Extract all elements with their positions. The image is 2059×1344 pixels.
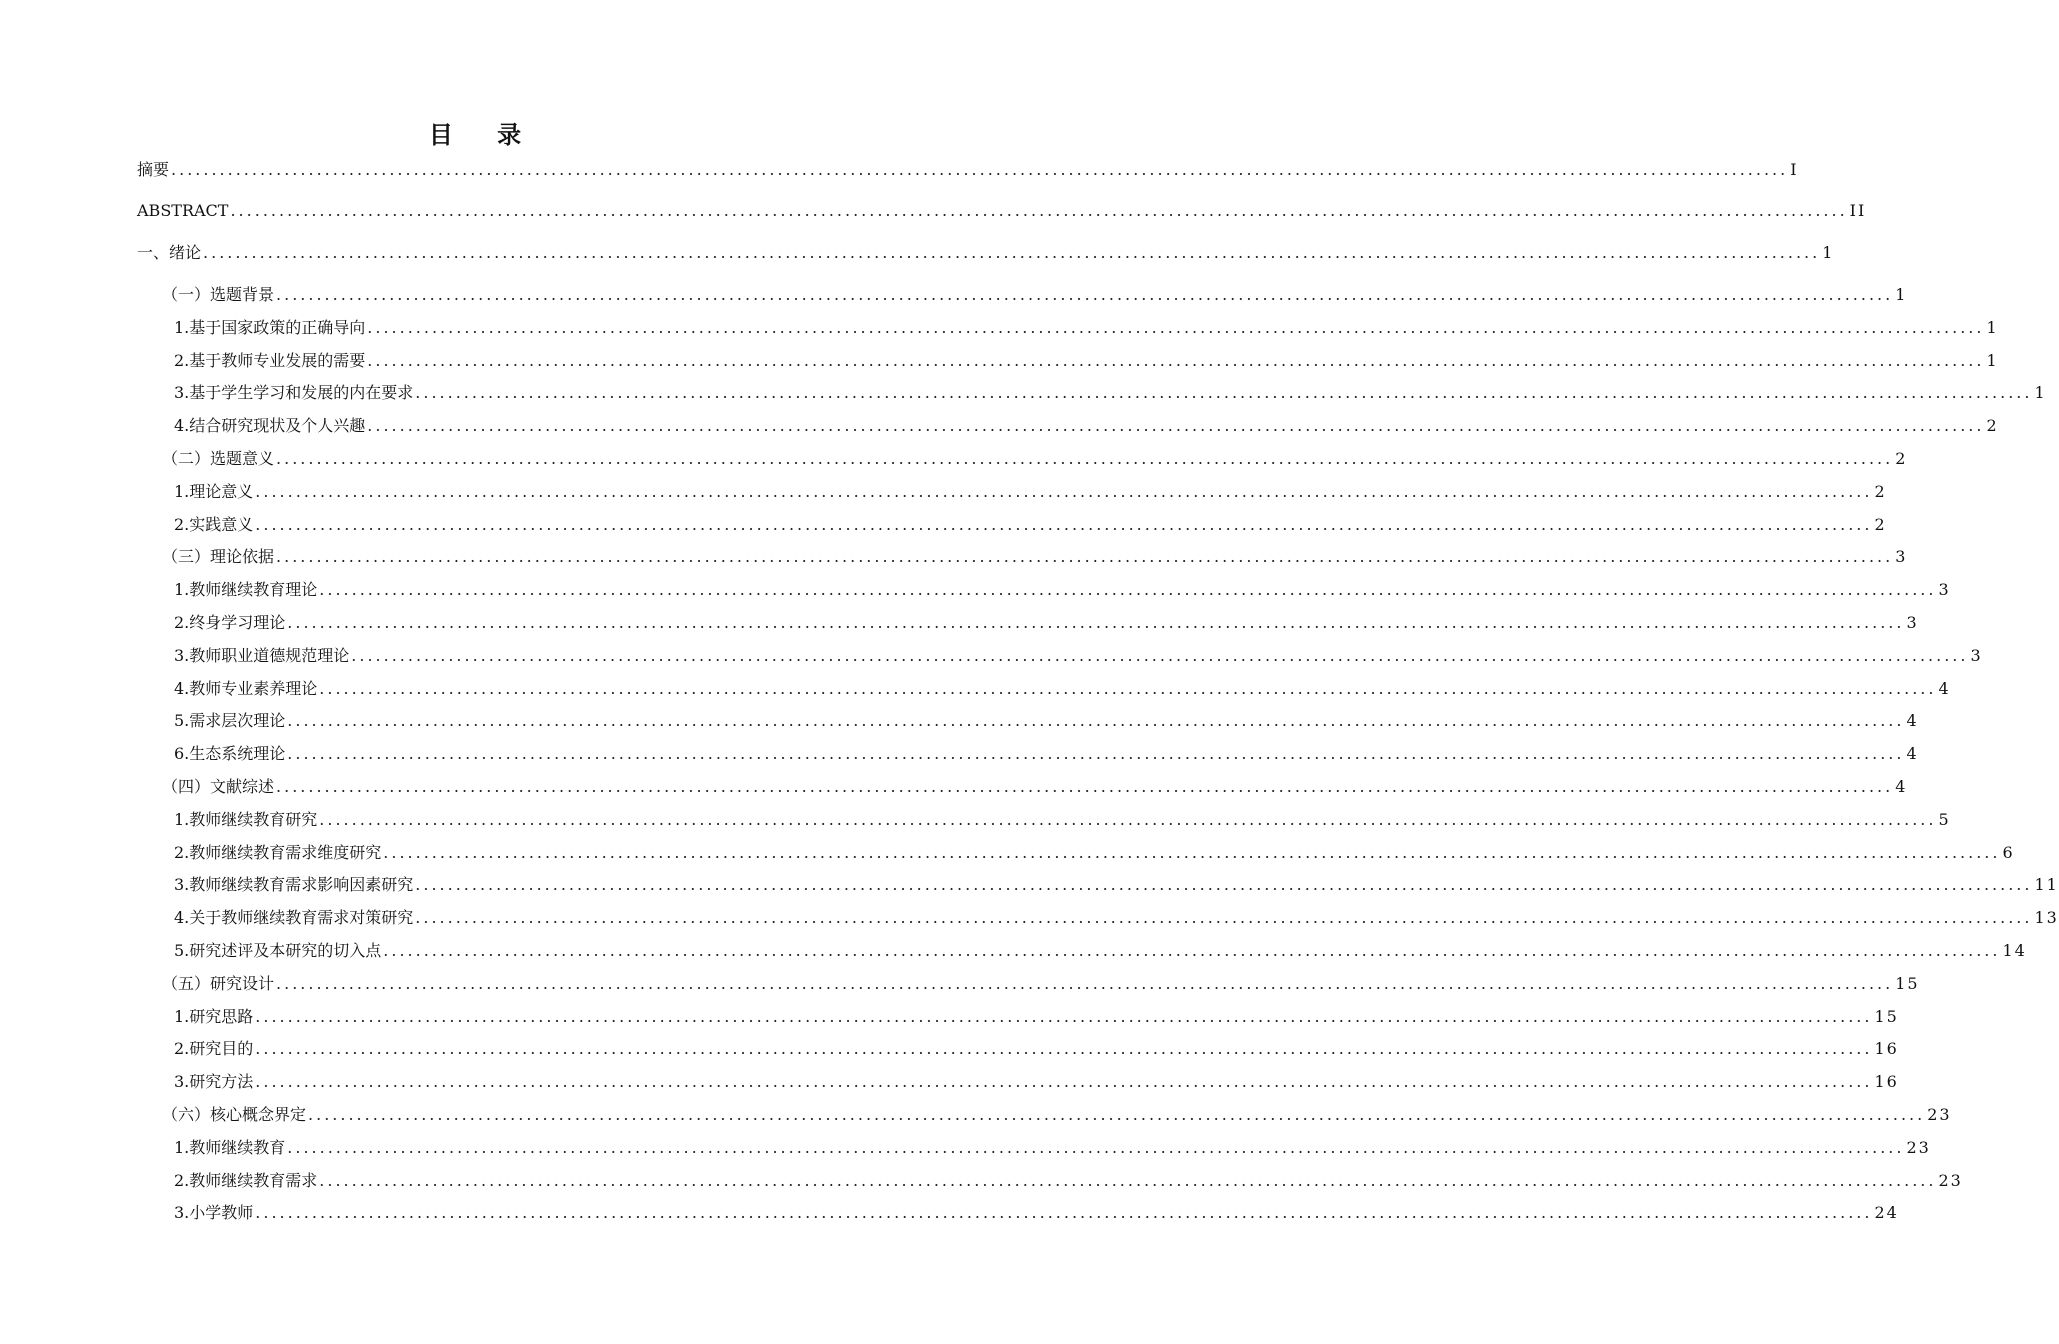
toc-dot-leader: ........................................................................................................................................................................................................: [255, 482, 1873, 501]
toc-entry[interactable]: [174, 1202, 1899, 1224]
toc-entry-page-number: 16: [1874, 1072, 1899, 1091]
toc-entry-page-number: 15: [1895, 974, 1920, 993]
toc-dot-leader: ........................................................................................................................................................................................................: [171, 160, 1789, 179]
toc-dot-leader: ........................................................................................................................................................................................................: [287, 613, 1905, 632]
toc-dot-leader: ........................................................................................................................................................................................................: [319, 580, 1937, 599]
toc-dot-leader: ........................................................................................................................................................................................................: [255, 1203, 1873, 1222]
toc-dot-leader: ........................................................................................................................................................................................................: [319, 679, 1937, 698]
toc-dot-leader: ........................................................................................................................................................................................................: [255, 1072, 1873, 1091]
toc-entry-label: （一）选题背景: [162, 285, 275, 304]
toc-entry-page-number: 16: [1874, 1039, 1899, 1058]
toc-entry-label: （五）研究设计: [162, 974, 275, 993]
page-title: 目 录: [428, 121, 540, 149]
toc-entry-page-number: 23: [1938, 1171, 1963, 1190]
toc-entry-label: 2.基于教师专业发展的需要: [174, 351, 366, 370]
toc-entry-label: 2.教师继续教育需求维度研究: [174, 843, 382, 862]
toc-dot-leader: ........................................................................................................................................................................................................: [367, 351, 1985, 370]
toc-entry-page-number: 1: [2034, 383, 2047, 402]
toc-dot-leader: ........................................................................................................................................................................................................: [367, 318, 1985, 337]
toc-entry-page-number: 13: [2034, 908, 2059, 927]
toc-entry-page-number: 11: [2034, 875, 2059, 894]
toc-entry[interactable]: [174, 710, 1919, 732]
toc-dot-leader: ........................................................................................................................................................................................................: [287, 1138, 1905, 1157]
toc-entry-label: 4.教师专业素养理论: [174, 679, 318, 698]
toc-entry-page-number: 14: [2002, 941, 2027, 960]
toc-entry-page-number: 4: [1938, 679, 1951, 698]
toc-entry-page-number: 2: [1895, 449, 1908, 468]
toc-entry-label: 2.实践意义: [174, 515, 254, 534]
toc-entry[interactable]: [162, 546, 1908, 568]
toc-dot-leader: ........................................................................................................................................................................................................: [203, 243, 1821, 262]
toc-dot-leader: ........................................................................................................................................................................................................: [383, 843, 2001, 862]
toc-entry[interactable]: [174, 940, 2027, 962]
toc-entry-page-number: 23: [1906, 1138, 1931, 1157]
toc-entry[interactable]: [162, 776, 1908, 798]
toc-dot-leader: ........................................................................................................................................................................................................: [255, 1007, 1873, 1026]
toc-dot-leader: ........................................................................................................................................................................................................: [308, 1105, 1926, 1124]
toc-entry[interactable]: [162, 284, 1908, 306]
toc-entry[interactable]: [174, 1170, 1963, 1192]
toc-dot-leader: ........................................................................................................................................................................................................: [276, 777, 1894, 796]
toc-entry[interactable]: [174, 874, 2059, 896]
toc-dot-leader: ........................................................................................................................................................................................................: [230, 201, 1848, 220]
toc-entry-page-number: 23: [1927, 1105, 1952, 1124]
toc-entry-page-number: 6: [2002, 843, 2015, 862]
toc-entry[interactable]: [174, 514, 1887, 536]
toc-entry[interactable]: [174, 645, 1983, 667]
toc-entry-page-number: 24: [1874, 1203, 1899, 1222]
toc-entry[interactable]: [162, 1104, 1952, 1126]
toc-entry[interactable]: [174, 678, 1951, 700]
toc-dot-leader: ........................................................................................................................................................................................................: [255, 1039, 1873, 1058]
toc-entry-page-number: 3: [1970, 646, 1983, 665]
toc-dot-leader: ........................................................................................................................................................................................................: [276, 974, 1894, 993]
toc-entry[interactable]: [174, 907, 2059, 929]
toc-entry-page-number: 1: [1986, 351, 1999, 370]
toc-entry-page-number: 4: [1895, 777, 1908, 796]
toc-entry[interactable]: [174, 382, 2047, 404]
toc-dot-leader: ........................................................................................................................................................................................................: [276, 547, 1894, 566]
toc-entry[interactable]: [174, 842, 2015, 864]
toc-entry[interactable]: [174, 1071, 1899, 1093]
toc-entry[interactable]: [174, 743, 1919, 765]
toc-entry[interactable]: [137, 159, 1799, 181]
toc-dot-leader: ........................................................................................................................................................................................................: [276, 449, 1894, 468]
toc-dot-leader: ........................................................................................................................................................................................................: [319, 1171, 1937, 1190]
toc-entry-page-number: 1: [1822, 243, 1835, 262]
toc-entry-page-number: 4: [1906, 744, 1919, 763]
toc-entry-page-number: 2: [1874, 515, 1887, 534]
toc-dot-leader: ........................................................................................................................................................................................................: [287, 744, 1905, 763]
toc-entry-label: （六）核心概念界定: [162, 1105, 307, 1124]
toc-entry[interactable]: [174, 809, 1951, 831]
toc-dot-leader: ........................................................................................................................................................................................................: [415, 383, 2033, 402]
toc-entry[interactable]: [137, 242, 1835, 264]
toc-entry-page-number: 1: [1895, 285, 1908, 304]
toc-entry-label: 2.终身学习理论: [174, 613, 286, 632]
toc-entry[interactable]: [174, 579, 1951, 601]
toc-entry-label: 5.需求层次理论: [174, 711, 286, 730]
toc-entry-label: 1.教师继续教育: [174, 1138, 286, 1157]
toc-dot-leader: ........................................................................................................................................................................................................: [383, 941, 2001, 960]
toc-entry-page-number: 3: [1938, 580, 1951, 599]
toc-entry[interactable]: [174, 481, 1887, 503]
toc-entry-page-number: II: [1849, 201, 1867, 220]
toc-dot-leader: ........................................................................................................................................................................................................: [319, 810, 1937, 829]
toc-entry-label: 3.教师继续教育需求影响因素研究: [174, 875, 414, 894]
toc-entry-label: （四）文献综述: [162, 777, 275, 796]
toc-entry-label: 2.研究目的: [174, 1039, 254, 1058]
toc-entry[interactable]: [174, 1137, 1931, 1159]
toc-entry-label: （三）理论依据: [162, 547, 275, 566]
toc-entry[interactable]: [162, 448, 1908, 470]
toc-entry-page-number: 15: [1874, 1007, 1899, 1026]
toc-entry-label: 4.关于教师继续教育需求对策研究: [174, 908, 414, 927]
toc-entry-label: 5.研究述评及本研究的切入点: [174, 941, 382, 960]
toc-dot-leader: ........................................................................................................................................................................................................: [255, 515, 1873, 534]
toc-entry[interactable]: [174, 415, 1999, 437]
toc-entry-label: ABSTRACT: [137, 201, 229, 220]
toc-entry[interactable]: [174, 317, 1999, 339]
toc-entry-page-number: 1: [1986, 318, 1999, 337]
toc-entry-label: 6.生态系统理论: [174, 744, 286, 763]
toc-entry[interactable]: [174, 1006, 1899, 1028]
toc-entry[interactable]: [174, 612, 1919, 634]
toc-entry-label: （二）选题意义: [162, 449, 275, 468]
toc-entry-page-number: 4: [1906, 711, 1919, 730]
toc-entry-label: 一、绪论: [137, 243, 202, 262]
toc-entry-page-number: 2: [1874, 482, 1887, 501]
toc-dot-leader: ........................................................................................................................................................................................................: [415, 875, 2033, 894]
toc-entry-label: 1.基于国家政策的正确导向: [174, 318, 366, 337]
toc-entry-label: 3.研究方法: [174, 1072, 254, 1091]
toc-dot-leader: ........................................................................................................................................................................................................: [351, 646, 1969, 665]
toc-dot-leader: ........................................................................................................................................................................................................: [276, 285, 1894, 304]
toc-entry[interactable]: [137, 200, 1867, 222]
toc-dot-leader: ........................................................................................................................................................................................................: [415, 908, 2033, 927]
toc-entry-page-number: 3: [1906, 613, 1919, 632]
toc-entry-label: 4.结合研究现状及个人兴趣: [174, 416, 366, 435]
toc-entry-label: 2.教师继续教育需求: [174, 1171, 318, 1190]
toc-entry-page-number: 3: [1895, 547, 1908, 566]
toc-entry-label: 1.教师继续教育理论: [174, 580, 318, 599]
toc-entry-page-number: 5: [1938, 810, 1951, 829]
toc-entry-label: 3.基于学生学习和发展的内在要求: [174, 383, 414, 402]
toc-entry[interactable]: [174, 1038, 1899, 1060]
toc-entry-page-number: I: [1790, 160, 1799, 179]
toc-dot-leader: ........................................................................................................................................................................................................: [287, 711, 1905, 730]
toc-entry-page-number: 2: [1986, 416, 1999, 435]
toc-entry-label: 3.小学教师: [174, 1203, 254, 1222]
toc-entry-label: 摘要: [137, 160, 170, 179]
toc-entry-label: 1.理论意义: [174, 482, 254, 501]
toc-entry-label: 3.教师职业道德规范理论: [174, 646, 350, 665]
toc-entry-label: 1.研究思路: [174, 1007, 254, 1026]
toc-dot-leader: ........................................................................................................................................................................................................: [367, 416, 1985, 435]
toc-entry-label: 1.教师继续教育研究: [174, 810, 318, 829]
toc-entry[interactable]: [162, 973, 1920, 995]
toc-entry[interactable]: [174, 350, 1999, 372]
